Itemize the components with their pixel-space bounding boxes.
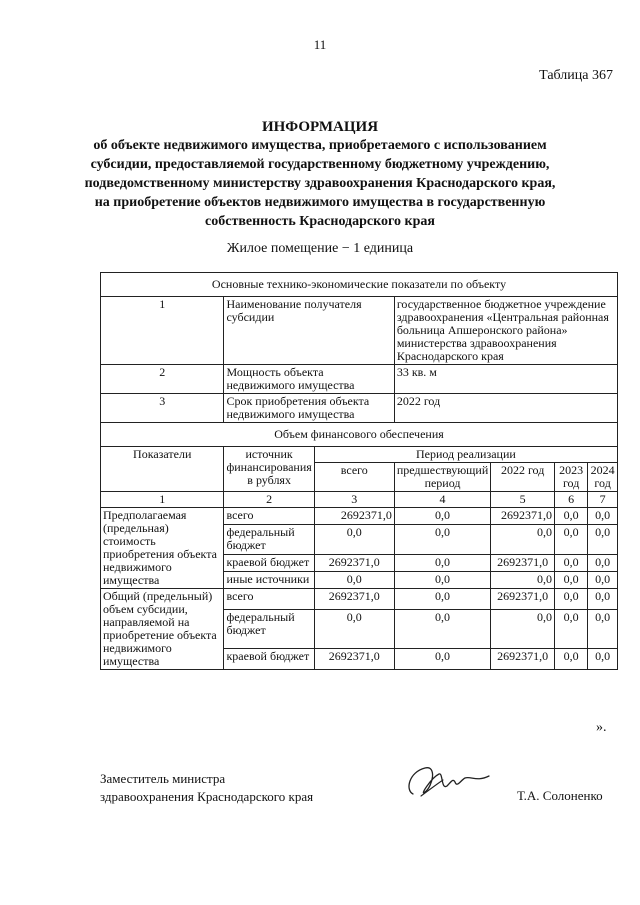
value-cell: 0,0 bbox=[394, 648, 490, 669]
value-cell: 0,0 bbox=[588, 648, 618, 669]
heading-line: собственность Краснодарского края bbox=[205, 214, 435, 229]
signature-image bbox=[403, 760, 495, 808]
value-cell: 0,0 bbox=[555, 610, 588, 649]
header-2022: 2022 год bbox=[491, 463, 555, 492]
value-cell: 0,0 bbox=[394, 555, 490, 572]
indicator-number: 3 bbox=[101, 394, 224, 423]
header-source: источник финансирования в рублях bbox=[224, 447, 314, 492]
value-cell: 0,0 bbox=[555, 524, 588, 555]
value-cell: 0,0 bbox=[491, 572, 555, 589]
header-2024: 2024 год bbox=[588, 463, 618, 492]
value-cell: 0,0 bbox=[588, 610, 618, 649]
column-number: 3 bbox=[314, 492, 394, 508]
source-cell: всего bbox=[224, 589, 314, 610]
value-cell: 0,0 bbox=[555, 508, 588, 525]
indicator-number: 1 bbox=[101, 297, 224, 365]
value-cell: 2692371,0 bbox=[491, 648, 555, 669]
value-cell: 0,0 bbox=[588, 524, 618, 555]
indicator-number: 2 bbox=[101, 365, 224, 394]
indicator-row bbox=[101, 394, 618, 423]
heading-line: об объекте недвижимого имущества, приобретаемого с использованием bbox=[93, 138, 547, 153]
value-cell: 2692371,0 bbox=[314, 508, 394, 525]
header-period: Период реализации bbox=[314, 447, 617, 463]
value-cell: 0,0 bbox=[555, 572, 588, 589]
source-cell: федеральный бюджет bbox=[224, 610, 314, 649]
closing-quote: ». bbox=[596, 720, 607, 735]
header-indicators: Показатели bbox=[101, 447, 224, 492]
value-cell: 2692371,0 bbox=[491, 508, 555, 525]
column-numbers-row bbox=[101, 492, 618, 508]
value-cell: 0,0 bbox=[314, 524, 394, 555]
indicator-row bbox=[101, 365, 618, 394]
value-cell: 0,0 bbox=[588, 589, 618, 610]
column-number: 7 bbox=[588, 492, 618, 508]
indicator-row bbox=[101, 297, 618, 365]
indicator-name: Срок приобретения объекта недвижимого имущества bbox=[224, 394, 394, 423]
section-header-indicators: Основные технико-экономические показатели по объекту bbox=[101, 273, 618, 297]
value-cell: 2692371,0 bbox=[314, 648, 394, 669]
document-title: ИНФОРМАЦИЯ bbox=[261, 119, 379, 135]
indicator-value: 2022 год bbox=[394, 394, 617, 423]
indicator-name: Наименование получателя субсидии bbox=[224, 297, 394, 365]
indicator-name: Мощность объекта недвижимого имущества bbox=[224, 365, 394, 394]
signer-position bbox=[100, 770, 313, 806]
info-table bbox=[100, 272, 618, 670]
column-number: 5 bbox=[491, 492, 555, 508]
source-cell: федеральный бюджет bbox=[224, 524, 314, 555]
column-number: 1 bbox=[101, 492, 224, 508]
source-cell: краевой бюджет bbox=[224, 555, 314, 572]
value-cell: 0,0 bbox=[394, 589, 490, 610]
header-previous: предшествующий период bbox=[394, 463, 490, 492]
signer-name: Т.А. Солоненко bbox=[517, 788, 603, 803]
value-cell: 0,0 bbox=[555, 555, 588, 572]
value-cell: 2692371,0 bbox=[491, 555, 555, 572]
value-cell: 0,0 bbox=[394, 572, 490, 589]
value-cell: 0,0 bbox=[491, 610, 555, 649]
document-heading bbox=[40, 136, 600, 231]
heading-line: субсидии, предоставляемой государственному бюджетному учреждению, bbox=[90, 157, 550, 172]
value-cell: 0,0 bbox=[555, 589, 588, 610]
column-number: 4 bbox=[394, 492, 490, 508]
value-cell: 0,0 bbox=[491, 524, 555, 555]
value-cell: 0,0 bbox=[588, 555, 618, 572]
value-cell: 0,0 bbox=[314, 610, 394, 649]
subtitle: Жилое помещение − 1 единица bbox=[226, 241, 414, 256]
table-number: Таблица 367 bbox=[539, 68, 613, 83]
group-label: Предполагаемая (предельная) стоимость приобретения объекта недвижимого имущества bbox=[101, 508, 224, 589]
heading-line: на приобретение объектов недвижимого имущества в государственную bbox=[94, 195, 546, 210]
value-cell: 0,0 bbox=[394, 508, 490, 525]
signer-position-line: Заместитель министра bbox=[100, 771, 226, 786]
table-row bbox=[101, 508, 618, 525]
indicator-value: 33 кв. м bbox=[394, 365, 617, 394]
value-cell: 0,0 bbox=[588, 508, 618, 525]
value-cell: 2692371,0 bbox=[314, 589, 394, 610]
column-number: 6 bbox=[555, 492, 588, 508]
section-header-finance: Объем финансового обеспечения bbox=[101, 423, 618, 447]
value-cell: 2692371,0 bbox=[314, 555, 394, 572]
group-label: Общий (предельный) объем субсидии, направляемой на приобретение объекта недвижимого имущества bbox=[101, 589, 224, 670]
source-cell: краевой бюджет bbox=[224, 648, 314, 669]
heading-line: подведомственному министерству здравоохранения Краснодарского края, bbox=[84, 176, 556, 191]
value-cell: 0,0 bbox=[555, 648, 588, 669]
source-cell: иные источники bbox=[224, 572, 314, 589]
value-cell: 0,0 bbox=[394, 610, 490, 649]
value-cell: 0,0 bbox=[394, 524, 490, 555]
column-number: 2 bbox=[224, 492, 314, 508]
header-2023: 2023 год bbox=[555, 463, 588, 492]
value-cell: 2692371,0 bbox=[491, 589, 555, 610]
header-total: всего bbox=[314, 463, 394, 492]
indicator-value: государственное бюджетное учреждение здравоохранения «Центральная районная больница Апшеронского района» министерства здравоохранения Краснодарского края bbox=[394, 297, 617, 365]
signer-position-line: здравоохранения Краснодарского края bbox=[100, 789, 314, 804]
value-cell: 0,0 bbox=[588, 572, 618, 589]
value-cell: 0,0 bbox=[314, 572, 394, 589]
page-number: 11 bbox=[313, 37, 327, 52]
table-row bbox=[101, 589, 618, 610]
source-cell: всего bbox=[224, 508, 314, 525]
